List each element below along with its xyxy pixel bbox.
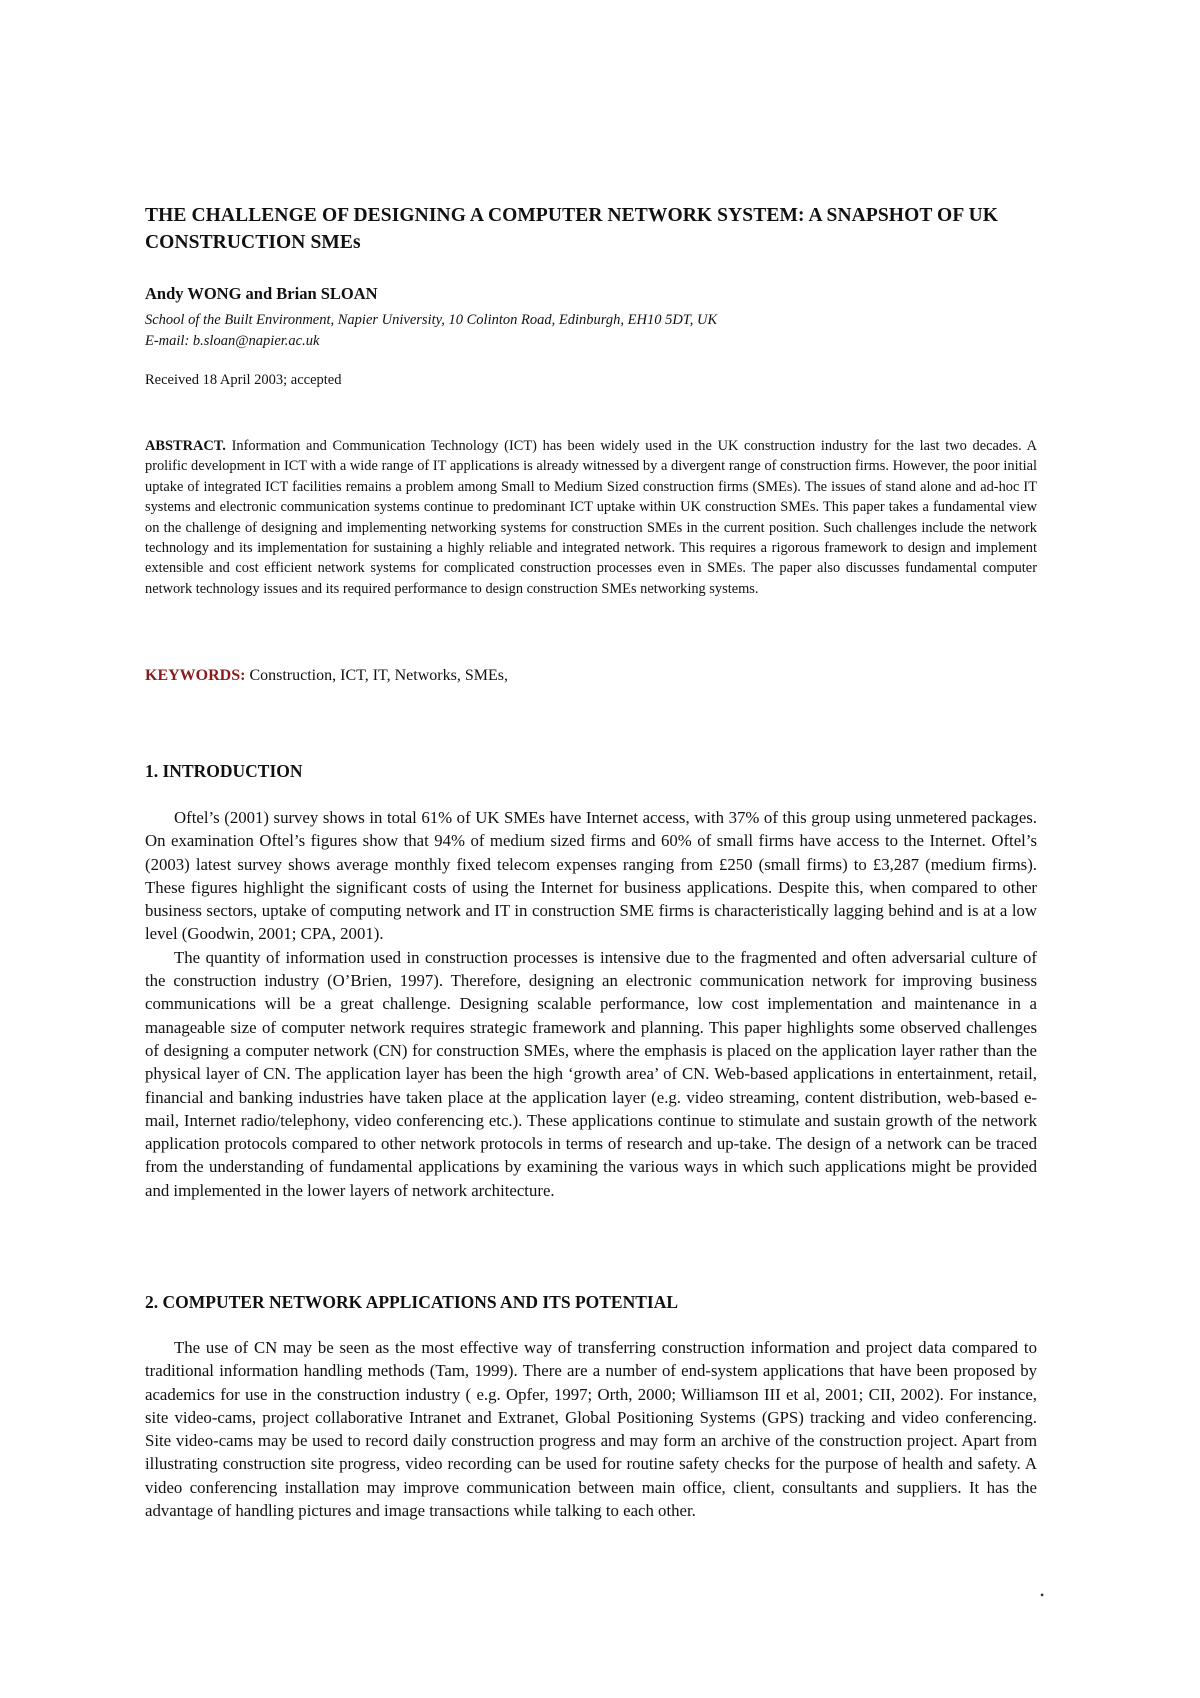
abstract (145, 436, 1037, 599)
received-date: Received 18 April 2003; accepted (145, 372, 342, 388)
keywords-label: KEYWORDS: (145, 667, 246, 684)
page-mark: • (1040, 1588, 1045, 1602)
section-1-body (145, 806, 1037, 1202)
section-2-body (145, 1336, 1037, 1522)
affiliation-block (145, 310, 717, 352)
keywords (145, 667, 508, 685)
abstract-text: Information and Communication Technology (ICT) has been widely used in the UK construction industry for the last two decades. A prolific development in ICT with a wide range of IT applications is already witnessed by a divergent range of construction firms. However, the poor initial uptake of integrated ICT facilities remains a problem among Small to Medium Sized construction firms (SMEs). The issues of stand alone and ad-hoc IT systems and electronic communication systems continue to predominant ICT uptake within UK construction SMEs. This paper takes a fundamental view on the challenge of designing and implementing networking systems for construction SMEs in the current position. Such challenges include the network technology and its implementation for sustaining a highly reliable and integrated network. This requires a rigorous framework to design and implement extensible and cost efficient network systems for complicated construction processes even in SMEs. The paper also discusses fundamental computer network technology issues and its required performance to design construction SMEs networking systems. (145, 438, 1037, 597)
section-2-heading: 2. COMPUTER NETWORK APPLICATIONS AND ITS POTENTIAL (145, 1292, 679, 1312)
email: E-mail: b.sloan@napier.ac.uk (145, 333, 320, 349)
affiliation: School of the Built Environment, Napier University, 10 Colinton Road, Edinburgh, EH10 5DT, UK (145, 312, 718, 328)
abstract-label: ABSTRACT. (145, 438, 226, 454)
keywords-text: Construction, ICT, IT, Networks, SMEs, (245, 667, 508, 684)
paragraph: Oftel’s (2001) survey shows in total 61% of UK SMEs have Internet access, with 37% of this group using unmetered packages. On examination Oftel’s figures show that 94% of medium sized firms and 60% of small firms have access to the Internet. Oftel’s (2003) latest survey shows average monthly fixed telecom expenses ranging from £250 (small firms) to £3,287 (medium firms). These figures highlight the significant costs of using the Internet for business applications. Despite this, when compared to other business sectors, uptake of computing network and IT in construction SME firms is characteristically lagging behind and is at a low level (Goodwin, 2001; CPA, 2001). (145, 808, 1037, 944)
paragraph: The quantity of information used in construction processes is intensive due to the fragmented and often adversarial culture of the construction industry (O’Brien, 1997). Therefore, designing an electronic communication network for improving business communications will be a great challenge. Designing scalable performance, low cost implementation and maintenance in a manageable size of computer network requires strategic framework and planning. This paper highlights some observed challenges of designing a computer network (CN) for construction SMEs, where the emphasis is placed on the application layer rather than the physical layer of CN. The application layer has been the high ‘growth area’ of CN. Web-based applications in entertainment, retail, financial and banking industries have taken place at the application layer (e.g. video streaming, content distribution, web-based e-mail, Internet radio/telephony, video conferencing etc.). These applications continue to stimulate and sustain growth of the network application protocols compared to other network protocols in terms of research and up-take. The design of a network can be traced from the understanding of fundamental applications by examining the various ways in which such applications might be provided and implemented in the lower layers of network architecture. (145, 947, 1037, 1200)
paragraph: The use of CN may be seen as the most effective way of transferring construction information and project data compared to traditional information handling methods (Tam, 1999). There are a number of end-system applications that have been proposed by academics for use in the construction industry ( e.g. Opfer, 1997; Orth, 2000; Williamson III et al, 2001; CII, 2002). For instance, site video-cams, project collaborative Intranet and Extranet, Global Positioning Systems (GPS) tracking and video conferencing. Site video-cams may be used to record daily construction progress and may form an archive of the construction project. Apart from illustrating construction site progress, video recording can be used for routine safety checks for the purpose of health and safety. A video conferencing installation may improve communication between main office, client, consultants and suppliers. It has the advantage of handling pictures and image transactions while talking to each other. (145, 1338, 1037, 1521)
section-1-heading: 1. INTRODUCTION (145, 761, 303, 781)
authors: Andy WONG and Brian SLOAN (145, 284, 378, 303)
paper-title: THE CHALLENGE OF DESIGNING A COMPUTER NETWORK SYSTEM: A SNAPSHOT OF UK CONSTRUCTION SMEs (145, 205, 999, 253)
